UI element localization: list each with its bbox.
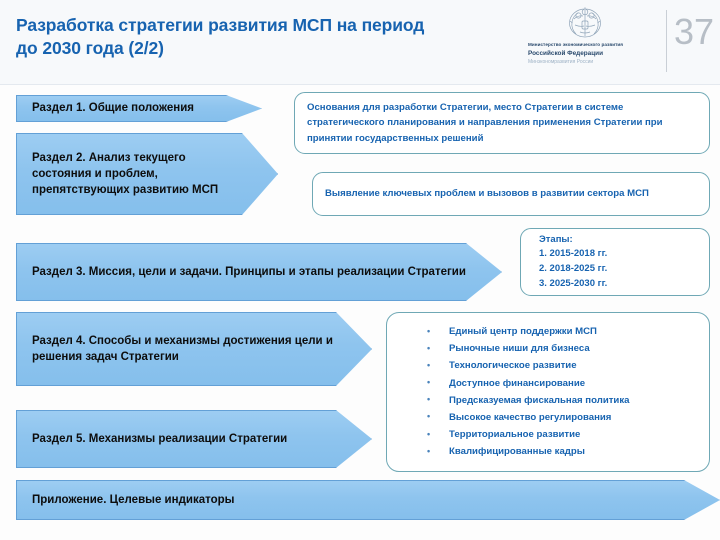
section-3-chevron[interactable] <box>16 243 502 301</box>
priorities-callout <box>386 312 710 472</box>
section-2-chevron[interactable] <box>16 133 278 215</box>
ministry-name <box>528 42 654 66</box>
section-5-label: Раздел 5. Механизмы реализации Стратегии <box>32 432 288 445</box>
page-title <box>16 14 526 61</box>
list-item: • Высокое качество регулирования <box>427 409 709 426</box>
ministry-logo <box>528 6 654 78</box>
slide-header <box>0 0 720 84</box>
stage-item-1: 1. 2015-2018 гг. <box>539 248 608 260</box>
section-2-label: Раздел 2. Анализ текущего состояния и проблем, препятствующих развитию МСП <box>32 151 219 197</box>
key-problems-callout <box>312 172 710 216</box>
stages-title: Этапы: <box>539 233 573 245</box>
russian-double-headed-eagle-icon <box>562 6 608 40</box>
appendix-label: Приложение. Целевые индикаторы <box>32 493 235 506</box>
list-item: • Территориальное развитие <box>427 426 709 443</box>
section-1-label: Раздел 1. Общие положения <box>32 102 194 115</box>
appendix-chevron[interactable] <box>16 480 720 520</box>
list-item: • Предсказуемая фискальная политика <box>427 392 709 409</box>
page-number: 37 <box>674 11 715 52</box>
list-item: • Доступное финансирование <box>427 375 709 392</box>
section-3-label: Раздел 3. Миссия, цели и задачи. Принципы и этапы реализации Стратегии <box>32 265 466 278</box>
stages-callout-text <box>521 233 607 292</box>
key-problems-callout-text: Выявление ключевых проблем и вызовов в развитии сектора МСП <box>325 188 649 200</box>
header-separator <box>0 84 720 85</box>
stages-callout <box>520 228 710 296</box>
section-4-label: Раздел 4. Способы и механизмы достижения цели и решения задач Стратегии <box>32 334 333 363</box>
ministry-short-name: Минэкономразвития России <box>528 59 594 66</box>
list-item: • Технологическое развитие <box>427 357 709 374</box>
grounds-callout-text: Основания для разработки Стратегии, место Стратегии в системе стратегического планирования и направления применения Стратегии при принятии государственных решений <box>307 101 663 144</box>
section-1-chevron[interactable] <box>16 95 262 122</box>
ministry-name-line-1: Министерство экономического развития <box>528 42 623 47</box>
page-number-divider <box>666 10 667 72</box>
page-title-line-1: Разработка стратегии развития МСП на период <box>16 15 425 35</box>
list-item: • Единый центр поддержки МСП <box>427 323 709 340</box>
section-5-chevron[interactable] <box>16 410 372 468</box>
priorities-list <box>387 323 709 460</box>
page-title-line-2: до 2030 года (2/2) <box>16 38 164 59</box>
ministry-name-line-2: Российской Федерации <box>528 49 604 57</box>
section-4-chevron[interactable] <box>16 312 372 386</box>
stage-item-2: 2. 2018-2025 гг. <box>539 263 608 274</box>
grounds-callout <box>294 92 710 154</box>
stage-item-3: 3. 2025-2030 гг. <box>539 277 608 289</box>
list-item: • Рыночные ниши для бизнеса <box>427 340 709 357</box>
list-item: • Квалифицированные кадры <box>427 443 709 460</box>
